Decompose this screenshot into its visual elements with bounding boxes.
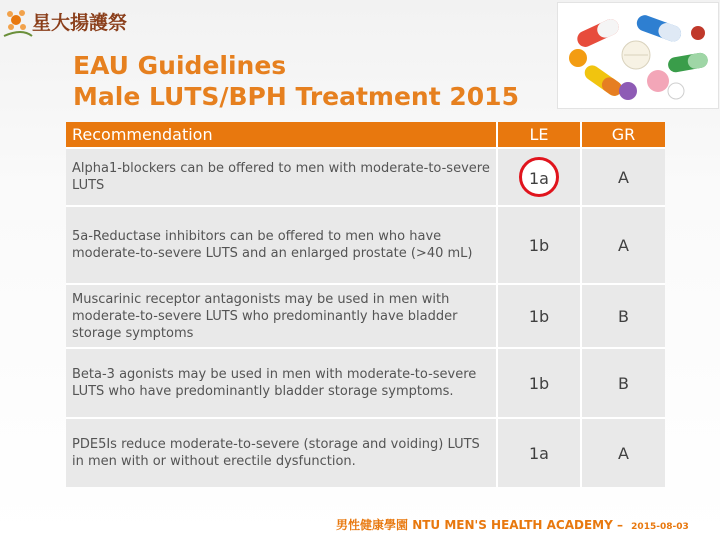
- highlight-circle: 1a: [519, 157, 559, 197]
- flower-icon: [4, 10, 32, 36]
- pills-image: [557, 2, 719, 109]
- table-row: [66, 147, 665, 205]
- recommendation-cell: Alpha1-blockers can be offered to men with moderate-to-severe LUTS: [66, 147, 498, 205]
- le-cell: [498, 147, 582, 205]
- gr-cell: A: [582, 205, 665, 283]
- recommendation-cell: PDE5Is reduce moderate-to-severe (storage and voiding) LUTS in men with or without erectile dysfunction.: [66, 417, 498, 487]
- recommendation-cell: Muscarinic receptor antagonists may be used in men with moderate-to-severe LUTS who predominantly have bladder storage symptoms: [66, 283, 498, 347]
- table-row: [66, 417, 665, 487]
- footer-academy-en: NTU MEN'S HEALTH ACADEMY –: [412, 518, 623, 532]
- recommendation-table: [66, 122, 665, 487]
- footer-academy-cn: 男性健康學園: [336, 518, 409, 532]
- page-title: [73, 50, 519, 112]
- column-header-gr: GR: [582, 122, 665, 147]
- footer: [336, 516, 689, 533]
- table-row: [66, 347, 665, 417]
- title-line-2: Male LUTS/BPH Treatment 2015: [73, 82, 519, 111]
- column-header-recommendation: Recommendation: [66, 122, 498, 147]
- gr-cell: B: [582, 283, 665, 347]
- le-cell: 1b: [498, 205, 582, 283]
- recommendation-cell: 5a-Reductase inhibitors can be offered to men who have moderate-to-severe LUTS and an enlarged prostate (>40 mL): [66, 205, 498, 283]
- table-row: [66, 283, 665, 347]
- recommendation-cell: Beta-3 agonists may be used in men with moderate-to-severe LUTS who have predominantly bladder storage symptoms.: [66, 347, 498, 417]
- table-header-row: [66, 122, 665, 147]
- gr-cell: B: [582, 347, 665, 417]
- le-cell: 1b: [498, 283, 582, 347]
- logo-text: 星大揚護祭: [32, 12, 128, 34]
- le-cell: 1a: [498, 417, 582, 487]
- table-row: [66, 205, 665, 283]
- gr-cell: A: [582, 417, 665, 487]
- gr-cell: A: [582, 147, 665, 205]
- title-line-1: EAU Guidelines: [73, 51, 287, 80]
- column-header-le: LE: [498, 122, 582, 147]
- le-cell: 1b: [498, 347, 582, 417]
- academy-logo: [2, 2, 132, 42]
- footer-date: 2015-08-03: [631, 522, 689, 532]
